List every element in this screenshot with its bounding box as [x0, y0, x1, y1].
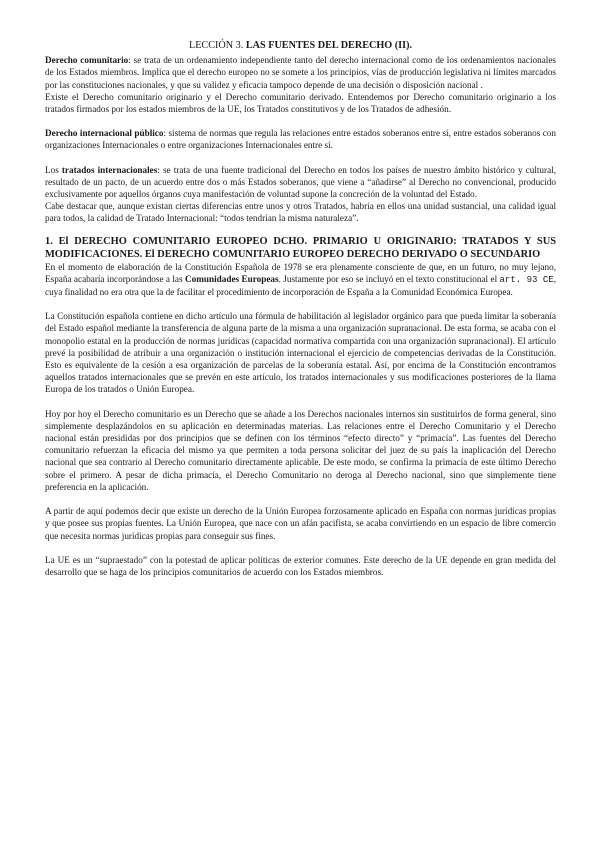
title-prefix: LECCIÓN 3. [188, 40, 246, 51]
spacer [45, 493, 556, 505]
article-reference: art. 93 CE [499, 274, 554, 285]
paragraph-text: : se trata de una fuente tradicional del Derecho en todos los países de nuestro ámbito histórico y cultural, resultado de un pacto, de un acuerdo entre dos o más Estados soberanos, que viene a “añadirse” al Derecho no convencional, producido exclusivamente por aquellos órganos cuya manifestación de voluntad supone la concreción de la voluntad del Estado. [45, 164, 556, 200]
spacer [45, 396, 556, 408]
paragraph-text: : sistema de normas que regula las relaciones entre estados soberanos entre sí, entre estados soberanos con organizaciones Internacionales o entre organizaciones Internacionales entre sí. [45, 128, 556, 151]
page-title [45, 40, 556, 52]
paragraph-text: : se trata de un ordenamiento independiente tanto del derecho internacional como de los ordenamientos nacionales de los Estados miembros. Implica que el derecho europeo no se somete a los principios, vías de producción legislativa ni límites marcados por las constituciones nacionales, y que su validez y eficacia tampoco depende de una decisión o disposición nacional . [45, 55, 556, 90]
paragraph-text: En el momento de elaboración de la Constitución Española de 1978 se era plenamente consciente de que, en un futuro, no muy lejano, España acabaría incorporándose a las [45, 261, 556, 284]
paragraph-soberania: La Constitución española contiene en dicho artículo una fórmula de habilitación al legislador orgánico para que pueda limitar la soberanía del Estado español mediante la transferencia de alguna parte de la misma a una organización supranacional. De esta forma, se acaba con el monopolio estatal en la producción de normas jurídicas (capacidad normativa compartida con una organización supranacional). El artículo prevé la posibilidad de atribuir a una organización o institución internacional el ejercicio de competencias derivadas de la Constitución. Esto es equivalente de la cesión a esa organización de parcelas de la soberanía estatal. Así, por encima de la Constitución encontramos aquellos tratados internacionales que se prevén en este artículo, los tratados internacionales y sus modificaciones posteriores de la llama Europa de los tratados o Unión Europea. [45, 311, 556, 395]
spacer [45, 152, 556, 164]
paragraph-text: , cuya finalidad no era otra que la de facilitar el procedimiento de incorporación de España a la Comunidad Económica Europea. [45, 273, 556, 298]
spacer [45, 115, 556, 127]
paragraph-originario-derivado: Existe el Derecho comunitario originario y el Derecho comunitario derivado. Entendemos por Derecho comunitario originario a los tratados firmados por los estados miembros de la UE, los Tratados constitutivos y de los Tratados de adhesión. [45, 91, 556, 115]
paragraph-derecho-internacional [45, 127, 556, 151]
title-bold: LAS FUENTES DEL DERECHO (II). [245, 40, 413, 51]
paragraph-supraestado: La UE es un “supraestado” con la potestad de aplicar políticas de exterior comunes. Este derecho de la UE depende en gran medida del desarrollo que se haga de los principios comunitarios de acuerdo con los Estados miembros. [45, 554, 556, 577]
paragraph-tratados-internacionales [45, 164, 556, 201]
term-tratados-internacionales: tratados internacionales [61, 164, 158, 175]
paragraph-union-europea: A partir de aquí podemos decir que existe un derecho de la Unión Europea forzosamente aplicado en España con normas jurídicas propias y que posee sus propias fuentes. La Unión Europea, que nace con un afán pacifista, se acaba convirtiendo en un espacio de libre comercio que necesita normas jurídicas propias para conseguir sus fines. [45, 506, 556, 541]
term-comunidades-europeas: Comunidades Europeas [184, 273, 279, 284]
section-heading: 1. El DERECHO COMUNITARIO EUROPEO DCHO. PRIMARIO U ORIGINARIO: TRATADOS Y SUS MODIFICACIONES. El DERECHO COMUNITARIO EUROPEO DERECHO DERIVADO O SECUNDARIO [45, 235, 556, 260]
spacer [45, 298, 556, 310]
paragraph-derecho-comunitario [45, 54, 556, 91]
paragraph-primacia: Hoy por hoy el Derecho comunitario es un Derecho que se añade a los Derechos nacionales internos sin sustituirlos de forma general, sino simplemente desplazándolos en su aplicación en determinadas materias. Las relaciones entre el Derecho Comunitario y el Derecho nacional están presididas por dos principios que se definen con los términos “efecto directo” y “primacía”. Las fuentes del Derecho comunitario refuerzan la eficacia del mismo ya que permiten a toda persona solicitar del juez de su país la inaplicación del Derecho nacional que sea contrario al Derecho comunitario directamente aplicable. De este modo, se confirma la primacía de este último Derecho sobre el primero. A pesar de dicha primacía, el Derecho Comunitario no deroga al Derecho nacional, sino que simplemente tiene preferencia en la aplicación. [45, 408, 556, 492]
spacer [45, 542, 556, 554]
spacer [45, 225, 556, 233]
paragraph-naturaleza: Cabe destacar que, aunque existan ciertas diferencias entre unos y otros Tratados, habría en ellos una unidad sustancial, una calidad igual para todos, la calidad de Tratado Internacional: “todos tendrían la misma naturaleza”. [45, 201, 556, 224]
term-derecho-internacional: Derecho internacional público [45, 128, 164, 139]
paragraph-text: Los [45, 164, 62, 175]
term-derecho-comunitario: Derecho comunitario [45, 55, 129, 66]
paragraph-constitucion-1978 [45, 261, 556, 299]
paragraph-text: . Justamente por eso se incluyó en el texto constitucional el [278, 273, 500, 284]
